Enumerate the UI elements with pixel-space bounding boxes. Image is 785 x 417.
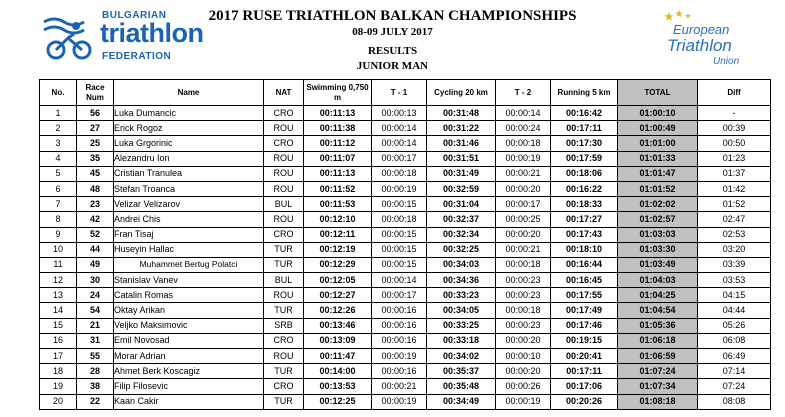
cell-swimming: 00:12:29: [304, 257, 372, 272]
cell-diff: 00:50: [698, 136, 771, 151]
table-row: [40, 212, 771, 227]
col-header-race-num: Race Num: [77, 80, 114, 106]
cell-race-num: 24: [77, 288, 114, 303]
cell-cycling: 00:34:02: [427, 349, 496, 364]
cell-rank: 20: [40, 394, 77, 409]
cell-t2: 00:00:21: [496, 242, 551, 257]
cell-t2: 00:00:17: [496, 197, 551, 212]
cell-total: 01:07:34: [618, 379, 698, 394]
cell-t2: 00:00:23: [496, 273, 551, 288]
cell-total: 01:07:24: [618, 364, 698, 379]
cell-name: Stefan Troanca: [114, 181, 264, 196]
cell-race-num: 52: [77, 227, 114, 242]
cell-t1: 00:00:21: [372, 379, 427, 394]
cell-t1: 00:00:16: [372, 303, 427, 318]
cell-running: 00:18:06: [551, 166, 618, 181]
cell-running: 00:17:11: [551, 121, 618, 136]
cell-swimming: 00:11:07: [304, 151, 372, 166]
european-triathlon-union-logo: [655, 10, 765, 70]
cell-nat: SRB: [264, 318, 304, 333]
cell-diff: 03:39: [698, 257, 771, 272]
cell-diff: 02:47: [698, 212, 771, 227]
cell-name: Morar Adrian: [114, 349, 264, 364]
cell-diff: 07:24: [698, 379, 771, 394]
cell-t2: 00:00:23: [496, 318, 551, 333]
table-row: [40, 394, 771, 409]
results-table: [39, 79, 771, 410]
cell-swimming: 00:13:46: [304, 318, 372, 333]
cell-rank: 1: [40, 106, 77, 121]
cell-total: 01:06:18: [618, 333, 698, 348]
cell-diff: 03:53: [698, 273, 771, 288]
cell-cycling: 00:31:46: [427, 136, 496, 151]
cell-rank: 2: [40, 121, 77, 136]
table-row: [40, 303, 771, 318]
cell-race-num: 30: [77, 273, 114, 288]
cell-nat: TUR: [264, 242, 304, 257]
cell-name: Erick Rogoz: [114, 121, 264, 136]
cell-rank: 7: [40, 197, 77, 212]
cell-race-num: 31: [77, 333, 114, 348]
table-row: [40, 197, 771, 212]
cell-diff: 05:26: [698, 318, 771, 333]
cell-diff: 01:23: [698, 151, 771, 166]
cell-name: Filip Filosevic: [114, 379, 264, 394]
cell-nat: ROU: [264, 166, 304, 181]
cell-nat: CRO: [264, 379, 304, 394]
cell-diff: 08:08: [698, 394, 771, 409]
cell-t2: 00:00:18: [496, 136, 551, 151]
cell-rank: 10: [40, 242, 77, 257]
cell-nat: TUR: [264, 394, 304, 409]
cell-swimming: 00:11:13: [304, 166, 372, 181]
cell-swimming: 00:11:53: [304, 197, 372, 212]
cell-race-num: 56: [77, 106, 114, 121]
cell-swimming: 00:12:10: [304, 212, 372, 227]
table-row: [40, 318, 771, 333]
page-title: 2017 RUSE TRIATHLON BALKAN CHAMPIONSHIPS: [208, 8, 577, 24]
cell-rank: 9: [40, 227, 77, 242]
cell-nat: TUR: [264, 257, 304, 272]
cell-t2: 00:00:19: [496, 394, 551, 409]
cell-diff: 01:52: [698, 197, 771, 212]
cell-race-num: 48: [77, 181, 114, 196]
cell-running: 00:17:06: [551, 379, 618, 394]
cell-nat: ROU: [264, 349, 304, 364]
cell-rank: 12: [40, 273, 77, 288]
cell-diff: 06:49: [698, 349, 771, 364]
cell-name: Huseyin Hallac: [114, 242, 264, 257]
cell-cycling: 00:32:59: [427, 181, 496, 196]
cell-name: Veljko Maksimovic: [114, 318, 264, 333]
cell-cycling: 00:33:18: [427, 333, 496, 348]
cell-rank: 17: [40, 349, 77, 364]
cell-race-num: 49: [77, 257, 114, 272]
col-header-t1: T - 1: [372, 80, 427, 106]
cell-nat: ROU: [264, 181, 304, 196]
cell-t1: 00:00:16: [372, 318, 427, 333]
col-header-t2: T - 2: [496, 80, 551, 106]
cell-race-num: 45: [77, 166, 114, 181]
cell-diff: 04:15: [698, 288, 771, 303]
cell-name: Cristian Tranulea: [114, 166, 264, 181]
table-row: [40, 333, 771, 348]
cell-race-num: 25: [77, 136, 114, 151]
table-row: [40, 136, 771, 151]
cell-t2: 00:00:10: [496, 349, 551, 364]
table-row: [40, 273, 771, 288]
cell-running: 00:18:33: [551, 197, 618, 212]
logo-text-union: Union: [713, 56, 740, 67]
cell-nat: ROU: [264, 212, 304, 227]
table-row: [40, 288, 771, 303]
col-header-total: TOTAL: [618, 80, 698, 106]
cell-name: Emil Novosad: [114, 333, 264, 348]
cell-t1: 00:00:16: [372, 364, 427, 379]
cell-nat: CRO: [264, 136, 304, 151]
cell-rank: 19: [40, 379, 77, 394]
cell-race-num: 42: [77, 212, 114, 227]
cell-swimming: 00:11:12: [304, 136, 372, 151]
col-header-name: Name: [114, 80, 264, 106]
cell-running: 00:16:45: [551, 273, 618, 288]
cell-running: 00:17:59: [551, 151, 618, 166]
cell-cycling: 00:33:23: [427, 288, 496, 303]
cell-name: Catalin Romas: [114, 288, 264, 303]
cell-nat: CRO: [264, 333, 304, 348]
cell-total: 01:00:49: [618, 121, 698, 136]
cell-total: 01:02:57: [618, 212, 698, 227]
cell-t1: 00:00:15: [372, 227, 427, 242]
cell-t2: 00:00:18: [496, 303, 551, 318]
cell-t1: 00:00:17: [372, 288, 427, 303]
cell-race-num: 22: [77, 394, 114, 409]
cell-swimming: 00:12:27: [304, 288, 372, 303]
cell-diff: 01:42: [698, 181, 771, 196]
table-row: [40, 257, 771, 272]
table-row: [40, 349, 771, 364]
cell-running: 00:17:49: [551, 303, 618, 318]
cell-diff: 07:14: [698, 364, 771, 379]
cell-cycling: 00:32:34: [427, 227, 496, 242]
cell-t2: 00:00:20: [496, 181, 551, 196]
cell-diff: -: [698, 106, 771, 121]
cell-swimming: 00:12:25: [304, 394, 372, 409]
cell-running: 00:17:46: [551, 318, 618, 333]
cell-diff: 02:53: [698, 227, 771, 242]
logo-text-triathlon: triathlon: [100, 18, 204, 48]
cell-t1: 00:00:19: [372, 349, 427, 364]
cell-rank: 15: [40, 318, 77, 333]
cell-race-num: 55: [77, 349, 114, 364]
cell-running: 00:17:27: [551, 212, 618, 227]
cell-total: 01:04:03: [618, 273, 698, 288]
cell-running: 00:16:42: [551, 106, 618, 121]
cell-total: 01:05:36: [618, 318, 698, 333]
cell-diff: 03:20: [698, 242, 771, 257]
table-row: [40, 242, 771, 257]
cell-swimming: 00:13:09: [304, 333, 372, 348]
cell-nat: CRO: [264, 227, 304, 242]
cell-cycling: 00:31:22: [427, 121, 496, 136]
cell-t2: 00:00:20: [496, 333, 551, 348]
cell-cycling: 00:33:25: [427, 318, 496, 333]
cell-t2: 00:00:24: [496, 121, 551, 136]
cell-t1: 00:00:18: [372, 166, 427, 181]
cell-cycling: 00:34:49: [427, 394, 496, 409]
cell-nat: ROU: [264, 121, 304, 136]
cell-t2: 00:00:23: [496, 288, 551, 303]
cell-rank: 4: [40, 151, 77, 166]
cell-name: Alezandru Ion: [114, 151, 264, 166]
cell-swimming: 00:13:53: [304, 379, 372, 394]
logo-text-bulgarian: BULGARIAN: [102, 10, 167, 21]
cell-rank: 8: [40, 212, 77, 227]
cell-t1: 00:00:14: [372, 273, 427, 288]
section-title: RESULTS: [367, 45, 418, 57]
col-header-no: No.: [40, 80, 77, 106]
cell-t1: 00:00:15: [372, 257, 427, 272]
cell-t1: 00:00:19: [372, 181, 427, 196]
cell-rank: 3: [40, 136, 77, 151]
table-row: [40, 106, 771, 121]
cell-t1: 00:00:19: [372, 394, 427, 409]
cell-rank: 14: [40, 303, 77, 318]
cell-running: 00:18:10: [551, 242, 618, 257]
cell-swimming: 00:12:19: [304, 242, 372, 257]
cell-cycling: 00:31:04: [427, 197, 496, 212]
cell-t2: 00:00:20: [496, 227, 551, 242]
cell-swimming: 00:11:47: [304, 349, 372, 364]
cell-t2: 00:00:18: [496, 257, 551, 272]
cell-name: Luka Grgorinic: [114, 136, 264, 151]
cell-rank: 5: [40, 166, 77, 181]
cell-nat: ROU: [264, 288, 304, 303]
col-header-nat: NAT: [264, 80, 304, 106]
cell-total: 01:01:33: [618, 151, 698, 166]
cell-diff: 06:08: [698, 333, 771, 348]
table-row: [40, 227, 771, 242]
cell-running: 00:20:41: [551, 349, 618, 364]
cell-swimming: 00:12:11: [304, 227, 372, 242]
category-title: JUNIOR MAN: [356, 60, 429, 72]
cell-running: 00:17:43: [551, 227, 618, 242]
cell-t2: 00:00:14: [496, 106, 551, 121]
cell-race-num: 38: [77, 379, 114, 394]
table-row: [40, 151, 771, 166]
cell-running: 00:19:15: [551, 333, 618, 348]
cell-t2: 00:00:21: [496, 166, 551, 181]
cell-cycling: 00:34:36: [427, 273, 496, 288]
cell-name: Oktay Arikan: [114, 303, 264, 318]
cell-t2: 00:00:19: [496, 151, 551, 166]
cell-total: 01:02:02: [618, 197, 698, 212]
cell-nat: BUL: [264, 197, 304, 212]
cell-t1: 00:00:18: [372, 212, 427, 227]
cell-running: 00:17:11: [551, 364, 618, 379]
cell-name: Stanislav Vanev: [114, 273, 264, 288]
cell-diff: 00:39: [698, 121, 771, 136]
cell-running: 00:16:44: [551, 257, 618, 272]
cell-race-num: 44: [77, 242, 114, 257]
cell-running: 00:16:22: [551, 181, 618, 196]
cell-race-num: 21: [77, 318, 114, 333]
cell-t2: 00:00:25: [496, 212, 551, 227]
cell-total: 01:03:49: [618, 257, 698, 272]
cell-t1: 00:00:14: [372, 136, 427, 151]
cell-race-num: 28: [77, 364, 114, 379]
cell-rank: 11: [40, 257, 77, 272]
cell-race-num: 23: [77, 197, 114, 212]
cell-nat: ROU: [264, 151, 304, 166]
cell-cycling: 00:34:03: [427, 257, 496, 272]
cell-total: 01:00:10: [618, 106, 698, 121]
cell-diff: 04:44: [698, 303, 771, 318]
table-row: [40, 379, 771, 394]
cell-name: Kaan Cakir: [114, 394, 264, 409]
cell-total: 01:01:00: [618, 136, 698, 151]
cell-swimming: 00:11:38: [304, 121, 372, 136]
cell-running: 00:20:26: [551, 394, 618, 409]
cell-nat: BUL: [264, 273, 304, 288]
cell-name: Luka Dumancic: [114, 106, 264, 121]
cell-name: Andrei Chis: [114, 212, 264, 227]
cell-rank: 16: [40, 333, 77, 348]
cell-name: Ahmet Berk Koscagiz: [114, 364, 264, 379]
logo-text-european: European: [673, 22, 730, 37]
cell-race-num: 54: [77, 303, 114, 318]
cell-swimming: 00:14:00: [304, 364, 372, 379]
cell-t1: 00:00:14: [372, 121, 427, 136]
cell-rank: 18: [40, 364, 77, 379]
cell-swimming: 00:12:26: [304, 303, 372, 318]
cell-cycling: 00:35:48: [427, 379, 496, 394]
cell-rank: 6: [40, 181, 77, 196]
cell-name: Muhammet Bertug Polatci: [114, 257, 264, 272]
logo-text-federation: FEDERATION: [102, 51, 172, 62]
cell-t2: 00:00:20: [496, 364, 551, 379]
cell-nat: TUR: [264, 303, 304, 318]
cell-swimming: 00:11:13: [304, 106, 372, 121]
cell-swimming: 00:11:52: [304, 181, 372, 196]
logo-text-triathlon-eu: Triathlon: [667, 36, 732, 55]
cell-total: 01:03:30: [618, 242, 698, 257]
cell-t1: 00:00:16: [372, 333, 427, 348]
cell-total: 01:01:47: [618, 166, 698, 181]
cell-t1: 00:00:15: [372, 197, 427, 212]
cell-race-num: 27: [77, 121, 114, 136]
cell-diff: 01:37: [698, 166, 771, 181]
table-header-row: [40, 80, 771, 106]
cell-race-num: 35: [77, 151, 114, 166]
cell-t2: 00:00:26: [496, 379, 551, 394]
cell-total: 01:01:52: [618, 181, 698, 196]
table-row: [40, 364, 771, 379]
cell-cycling: 00:32:25: [427, 242, 496, 257]
cell-nat: TUR: [264, 364, 304, 379]
cell-cycling: 00:31:48: [427, 106, 496, 121]
table-row: [40, 166, 771, 181]
cell-running: 00:17:55: [551, 288, 618, 303]
cell-cycling: 00:35:37: [427, 364, 496, 379]
cell-swimming: 00:12:05: [304, 273, 372, 288]
cell-total: 01:06:59: [618, 349, 698, 364]
cell-t1: 00:00:15: [372, 242, 427, 257]
cell-total: 01:04:54: [618, 303, 698, 318]
cell-cycling: 00:32:37: [427, 212, 496, 227]
cell-rank: 13: [40, 288, 77, 303]
cell-total: 01:08:18: [618, 394, 698, 409]
cell-nat: CRO: [264, 106, 304, 121]
cell-t1: 00:00:13: [372, 106, 427, 121]
col-header-swimming: Swimming 0,750 m: [304, 80, 372, 106]
cell-total: 01:03:03: [618, 227, 698, 242]
col-header-diff: Diff: [698, 80, 771, 106]
cell-name: Velizar Velizarov: [114, 197, 264, 212]
event-date: 08-09 JULY 2017: [352, 26, 433, 38]
col-header-running: Running 5 km: [551, 80, 618, 106]
cell-total: 01:04:25: [618, 288, 698, 303]
cell-cycling: 00:34:05: [427, 303, 496, 318]
cell-cycling: 00:31:49: [427, 166, 496, 181]
table-row: [40, 121, 771, 136]
cell-name: Fran Tisaj: [114, 227, 264, 242]
cell-running: 00:17:30: [551, 136, 618, 151]
col-header-cycling: Cycling 20 km: [427, 80, 496, 106]
cell-t1: 00:00:17: [372, 151, 427, 166]
table-row: [40, 181, 771, 196]
cell-cycling: 00:31:51: [427, 151, 496, 166]
